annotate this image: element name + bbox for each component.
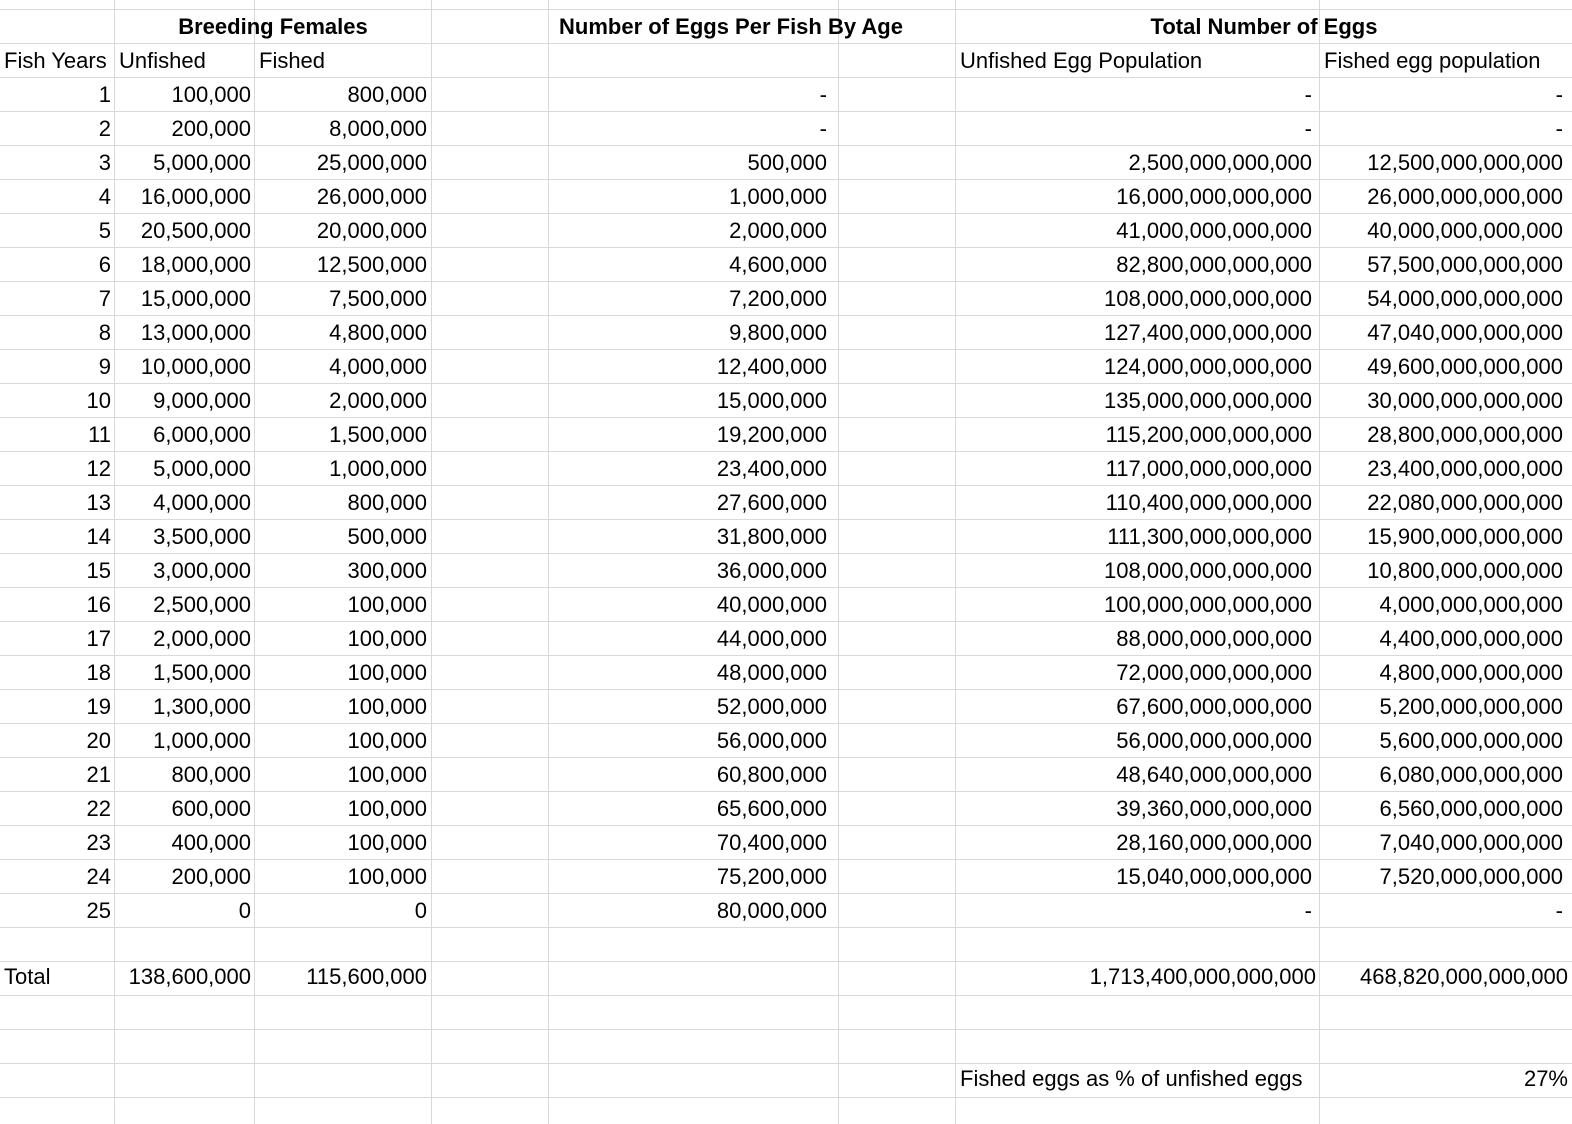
cell-fished[interactable]: 100,000 <box>347 660 427 685</box>
cell-unfished-eggs[interactable]: 88,000,000,000,000 <box>1116 626 1312 651</box>
ratio-label[interactable]: Fished eggs as % of unfished eggs <box>960 1066 1303 1091</box>
cell-fished-eggs[interactable]: 6,560,000,000,000 <box>1379 796 1563 821</box>
cell-fished-eggs[interactable]: 7,520,000,000,000 <box>1379 864 1563 889</box>
cell-fished[interactable]: 100,000 <box>347 796 427 821</box>
cell-age[interactable]: 5 <box>98 218 111 243</box>
cell-age[interactable]: 22 <box>86 796 111 821</box>
cell-unfished[interactable]: 3,500,000 <box>153 524 251 549</box>
cell-unfished-eggs[interactable]: 117,000,000,000,000 <box>1105 456 1312 481</box>
cell-age[interactable]: 12 <box>86 456 111 481</box>
cell-unfished[interactable]: 6,000,000 <box>153 422 251 447</box>
cell-fished-eggs[interactable]: - <box>1555 82 1563 107</box>
cell-age[interactable]: 11 <box>88 422 111 447</box>
cell-unfished[interactable]: 9,000,000 <box>153 388 251 413</box>
cell-eggs-per-fish[interactable]: 36,000,000 <box>716 558 827 583</box>
row-gridline <box>0 1029 1572 1030</box>
cell-age[interactable]: 18 <box>86 660 111 685</box>
cell-eggs-per-fish[interactable]: 15,000,000 <box>716 388 827 413</box>
cell-age[interactable]: 21 <box>86 762 111 787</box>
cell-unfished-eggs[interactable]: 72,000,000,000,000 <box>1116 660 1312 685</box>
cell-unfished-eggs[interactable]: 115,200,000,000,000 <box>1105 422 1312 447</box>
total-label[interactable]: Total <box>4 964 51 989</box>
cell-age[interactable]: 16 <box>86 592 111 617</box>
cell-unfished[interactable]: 15,000,000 <box>140 286 251 311</box>
cell-fished-eggs[interactable]: 5,600,000,000,000 <box>1379 728 1563 753</box>
cell-eggs-per-fish[interactable]: 40,000,000 <box>716 592 827 617</box>
cell-fished[interactable]: 7,500,000 <box>329 286 427 311</box>
cell-eggs-per-fish[interactable]: 65,600,000 <box>716 796 827 821</box>
cell-age[interactable]: 2 <box>98 116 111 141</box>
cell-eggs-per-fish[interactable]: 75,200,000 <box>716 864 827 889</box>
cell-unfished[interactable]: 10,000,000 <box>140 354 251 379</box>
cell-eggs-per-fish[interactable]: 70,400,000 <box>716 830 827 855</box>
cell-unfished-eggs[interactable]: 108,000,000,000,000 <box>1104 558 1312 583</box>
cell-age[interactable]: 23 <box>86 830 111 855</box>
cell-unfished-eggs[interactable]: 108,000,000,000,000 <box>1104 286 1312 311</box>
cell-unfished[interactable]: 1,300,000 <box>153 694 251 719</box>
cell-unfished[interactable]: 0 <box>238 898 251 923</box>
cell-unfished-eggs[interactable]: 56,000,000,000,000 <box>1116 728 1312 753</box>
cell-fished-eggs[interactable]: 10,800,000,000,000 <box>1367 558 1563 583</box>
header-fish-years[interactable]: Fish Years <box>4 48 107 73</box>
cell-fished-eggs[interactable]: - <box>1555 898 1563 923</box>
cell-eggs-per-fish[interactable]: 44,000,000 <box>716 626 827 651</box>
cell-unfished-eggs[interactable]: 82,800,000,000,000 <box>1116 252 1312 277</box>
cell-unfished-eggs[interactable]: 110,400,000,000,000 <box>1105 490 1312 515</box>
cell-eggs-per-fish[interactable]: 19,200,000 <box>716 422 827 447</box>
cell-fished[interactable]: 100,000 <box>347 864 427 889</box>
cell-fished-eggs[interactable]: 28,800,000,000,000 <box>1367 422 1563 447</box>
cell-unfished[interactable]: 18,000,000 <box>140 252 251 277</box>
cell-fished-eggs[interactable]: 22,080,000,000,000 <box>1367 490 1563 515</box>
total-unfished-eggs[interactable]: 1,713,400,000,000,000 <box>1089 964 1316 989</box>
cell-unfished-eggs[interactable]: 124,000,000,000,000 <box>1104 354 1312 379</box>
cell-eggs-per-fish[interactable]: 500,000 <box>747 150 827 175</box>
total-unfished[interactable]: 138,600,000 <box>128 964 251 989</box>
cell-fished[interactable]: 500,000 <box>347 524 427 549</box>
cell-age[interactable]: 17 <box>86 626 111 651</box>
cell-fished[interactable]: 1,500,000 <box>329 422 427 447</box>
cell-eggs-per-fish[interactable]: 2,000,000 <box>729 218 827 243</box>
cell-age[interactable]: 20 <box>86 728 111 753</box>
cell-fished[interactable]: 12,500,000 <box>316 252 427 277</box>
cell-eggs-per-fish[interactable]: 48,000,000 <box>716 660 827 685</box>
cell-age[interactable]: 13 <box>86 490 111 515</box>
cell-fished-eggs[interactable]: - <box>1555 116 1563 141</box>
cell-fished[interactable]: 0 <box>414 898 427 923</box>
cell-age[interactable]: 4 <box>98 184 111 209</box>
cell-eggs-per-fish[interactable]: 27,600,000 <box>716 490 827 515</box>
cell-fished[interactable]: 2,000,000 <box>329 388 427 413</box>
cell-unfished-eggs[interactable]: 2,500,000,000,000 <box>1128 150 1312 175</box>
cell-age[interactable]: 3 <box>98 150 111 175</box>
cell-eggs-per-fish[interactable]: 4,600,000 <box>729 252 827 277</box>
cell-age[interactable]: 15 <box>86 558 111 583</box>
cell-unfished-eggs[interactable]: 100,000,000,000,000 <box>1104 592 1312 617</box>
cell-unfished[interactable]: 100,000 <box>171 82 251 107</box>
cell-fished[interactable]: 26,000,000 <box>316 184 427 209</box>
cell-unfished-eggs[interactable]: - <box>1304 82 1312 107</box>
cell-unfished[interactable]: 3,000,000 <box>153 558 251 583</box>
header-eggs-per-fish[interactable]: Number of Eggs Per Fish By Age <box>559 14 903 39</box>
cell-age[interactable]: 1 <box>98 82 111 107</box>
cell-age[interactable]: 10 <box>86 388 111 413</box>
cell-fished[interactable]: 4,000,000 <box>329 354 427 379</box>
cell-fished[interactable]: 100,000 <box>347 694 427 719</box>
cell-fished-eggs[interactable]: 54,000,000,000,000 <box>1367 286 1563 311</box>
cell-fished[interactable]: 8,000,000 <box>329 116 427 141</box>
cell-unfished[interactable]: 600,000 <box>171 796 251 821</box>
cell-unfished-eggs[interactable]: 15,040,000,000,000 <box>1116 864 1312 889</box>
total-fished-eggs[interactable]: 468,820,000,000,000 <box>1360 964 1568 989</box>
cell-unfished-eggs[interactable]: - <box>1304 898 1312 923</box>
cell-fished[interactable]: 25,000,000 <box>316 150 427 175</box>
cell-fished-eggs[interactable]: 49,600,000,000,000 <box>1367 354 1563 379</box>
cell-unfished[interactable]: 1,500,000 <box>153 660 251 685</box>
cell-age[interactable]: 6 <box>98 252 111 277</box>
cell-age[interactable]: 14 <box>86 524 111 549</box>
cell-eggs-per-fish[interactable]: - <box>819 116 827 141</box>
cell-fished-eggs[interactable]: 4,800,000,000,000 <box>1379 660 1563 685</box>
cell-fished-eggs[interactable]: 4,000,000,000,000 <box>1379 592 1563 617</box>
header-total-eggs[interactable]: Total Number of Eggs <box>1150 14 1378 39</box>
cell-age[interactable]: 9 <box>98 354 111 379</box>
cell-fished-eggs[interactable]: 6,080,000,000,000 <box>1379 762 1563 787</box>
cell-eggs-per-fish[interactable]: 12,400,000 <box>716 354 827 379</box>
header-fished-egg-population[interactable]: Fished egg population <box>1324 48 1541 73</box>
cell-fished-eggs[interactable]: 12,500,000,000,000 <box>1367 150 1563 175</box>
cell-eggs-per-fish[interactable]: 9,800,000 <box>729 320 827 345</box>
cell-fished[interactable]: 20,000,000 <box>316 218 427 243</box>
cell-unfished-eggs[interactable]: 41,000,000,000,000 <box>1116 218 1312 243</box>
cell-eggs-per-fish[interactable]: 80,000,000 <box>716 898 827 923</box>
cell-fished[interactable]: 800,000 <box>347 490 427 515</box>
cell-fished-eggs[interactable]: 23,400,000,000,000 <box>1367 456 1563 481</box>
cell-unfished-eggs[interactable]: 135,000,000,000,000 <box>1104 388 1312 413</box>
cell-unfished-eggs[interactable]: 16,000,000,000,000 <box>1116 184 1312 209</box>
cell-eggs-per-fish[interactable]: 23,400,000 <box>716 456 827 481</box>
cell-fished[interactable]: 100,000 <box>347 762 427 787</box>
cell-unfished[interactable]: 2,500,000 <box>153 592 251 617</box>
header-unfished-egg-population[interactable]: Unfished Egg Population <box>960 48 1203 73</box>
cell-fished-eggs[interactable]: 7,040,000,000,000 <box>1379 830 1563 855</box>
cell-unfished[interactable]: 400,000 <box>171 830 251 855</box>
cell-fished[interactable]: 100,000 <box>347 592 427 617</box>
cell-unfished[interactable]: 200,000 <box>171 116 251 141</box>
cell-eggs-per-fish[interactable]: 60,800,000 <box>716 762 827 787</box>
cell-age[interactable]: 8 <box>98 320 111 345</box>
header-fished[interactable]: Fished <box>259 48 326 73</box>
cell-unfished[interactable]: 4,000,000 <box>153 490 251 515</box>
cell-fished-eggs[interactable]: 4,400,000,000,000 <box>1379 626 1563 651</box>
header-breeding-females[interactable]: Breeding Females <box>178 14 368 39</box>
cell-fished[interactable]: 100,000 <box>347 728 427 753</box>
cell-fished[interactable]: 100,000 <box>347 626 427 651</box>
row-gridline <box>0 1097 1572 1098</box>
cell-unfished[interactable]: 800,000 <box>171 762 251 787</box>
cell-unfished-eggs[interactable]: 28,160,000,000,000 <box>1116 830 1312 855</box>
cell-fished-eggs[interactable]: 5,200,000,000,000 <box>1379 694 1563 719</box>
row-gridline <box>0 995 1572 996</box>
cell-eggs-per-fish[interactable]: 31,800,000 <box>716 524 827 549</box>
cell-age[interactable]: 19 <box>86 694 111 719</box>
cell-fished[interactable]: 4,800,000 <box>329 320 427 345</box>
cell-unfished-eggs[interactable]: 127,400,000,000,000 <box>1104 320 1312 345</box>
cell-unfished[interactable]: 1,000,000 <box>153 728 251 753</box>
cell-unfished[interactable]: 2,000,000 <box>153 626 251 651</box>
cell-fished[interactable]: 300,000 <box>347 558 427 583</box>
cell-fished[interactable]: 100,000 <box>347 830 427 855</box>
cell-fished-eggs[interactable]: 47,040,000,000,000 <box>1367 320 1563 345</box>
cell-eggs-per-fish[interactable]: 56,000,000 <box>716 728 827 753</box>
column-gridline <box>431 0 432 1124</box>
cell-fished-eggs[interactable]: 26,000,000,000,000 <box>1367 184 1563 209</box>
ratio-value[interactable]: 27% <box>1523 1066 1568 1091</box>
cell-unfished-eggs[interactable]: 48,640,000,000,000 <box>1116 762 1312 787</box>
cell-unfished[interactable]: 5,000,000 <box>153 150 251 175</box>
cell-fished-eggs[interactable]: 30,000,000,000,000 <box>1367 388 1563 413</box>
cell-unfished-eggs[interactable]: 67,600,000,000,000 <box>1116 694 1312 719</box>
cell-age[interactable]: 25 <box>86 898 111 923</box>
column-gridline <box>838 0 839 1124</box>
cell-fished-eggs[interactable]: 15,900,000,000,000 <box>1367 524 1563 549</box>
cell-unfished[interactable]: 200,000 <box>171 864 251 889</box>
cell-fished-eggs[interactable]: 40,000,000,000,000 <box>1367 218 1563 243</box>
cell-eggs-per-fish[interactable]: - <box>819 82 827 107</box>
cell-fished[interactable]: 1,000,000 <box>329 456 427 481</box>
cell-unfished[interactable]: 16,000,000 <box>140 184 251 209</box>
cell-eggs-per-fish[interactable]: 7,200,000 <box>729 286 827 311</box>
cell-unfished-eggs[interactable]: 111,300,000,000,000 <box>1107 524 1312 549</box>
cell-age[interactable]: 24 <box>86 864 111 889</box>
cell-unfished-eggs[interactable]: - <box>1304 116 1312 141</box>
cell-age[interactable]: 7 <box>98 286 111 311</box>
cell-fished[interactable]: 800,000 <box>347 82 427 107</box>
cell-eggs-per-fish[interactable]: 52,000,000 <box>716 694 827 719</box>
cell-fished-eggs[interactable]: 57,500,000,000,000 <box>1367 252 1563 277</box>
cell-unfished[interactable]: 13,000,000 <box>140 320 251 345</box>
cell-unfished[interactable]: 5,000,000 <box>153 456 251 481</box>
total-fished[interactable]: 115,600,000 <box>306 964 427 989</box>
cell-eggs-per-fish[interactable]: 1,000,000 <box>729 184 827 209</box>
cell-unfished[interactable]: 20,500,000 <box>140 218 251 243</box>
cell-unfished-eggs[interactable]: 39,360,000,000,000 <box>1116 796 1312 821</box>
header-unfished[interactable]: Unfished <box>119 48 206 73</box>
